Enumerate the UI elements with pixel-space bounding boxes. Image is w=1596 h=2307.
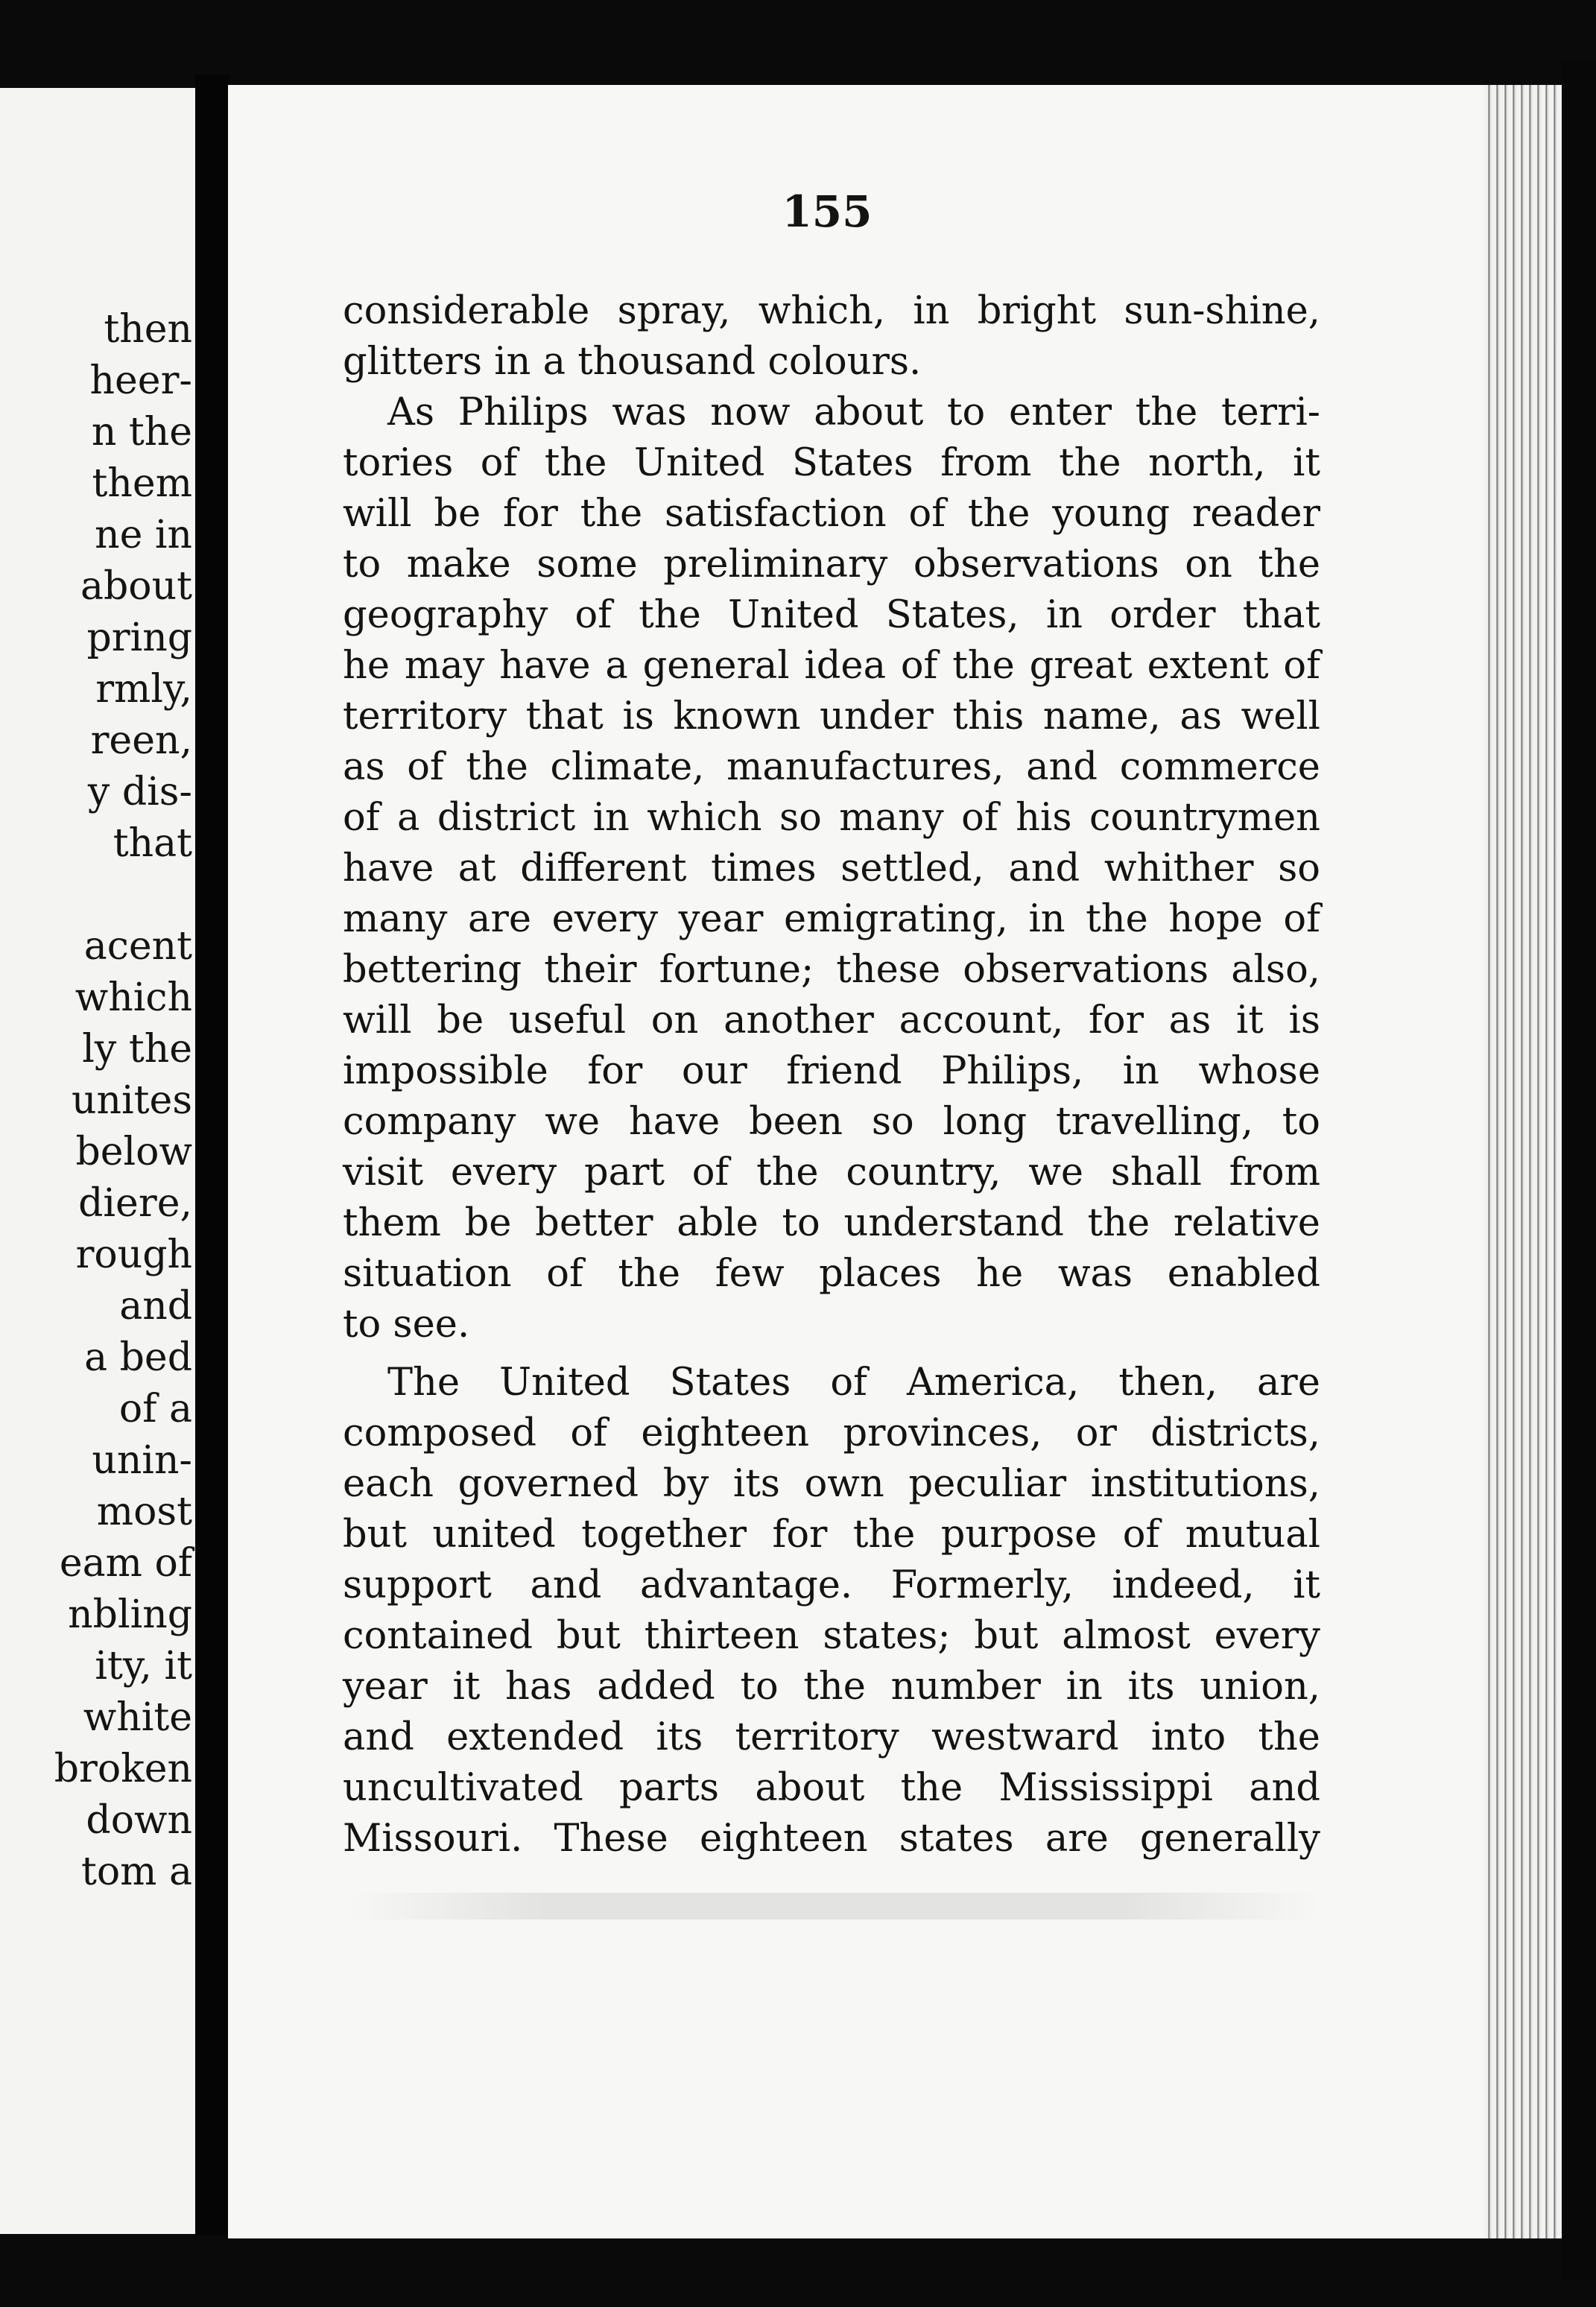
page-number: 155 [782,186,873,237]
previous-page-line: rough [75,1232,192,1277]
body-text-line: territory that is known under this name, as well [343,694,1320,738]
previous-page-line: about [80,564,192,609]
page-edges [1484,85,1562,2238]
previous-page-line: most [96,1490,192,1534]
previous-page-line: y dis- [87,770,192,814]
previous-page-line: white [83,1695,192,1740]
book-gutter [195,75,229,2235]
previous-page-line: nbling [68,1592,192,1637]
body-text-line: support and advantage. Formerly, indeed, it [343,1563,1320,1607]
previous-page-line: unin- [92,1438,192,1483]
previous-page-line: down [86,1798,192,1843]
body-text-line: contained but thirteen states; but almost every [343,1614,1320,1658]
previous-page-line: of a [118,1387,192,1431]
body-text-line: as of the climate, manufactures, and commerce [343,745,1320,789]
body-text-line: will be useful on another account, for as it is [343,999,1320,1042]
body-text-line: he may have a general idea of the great extent of [343,644,1320,688]
body-text-line: and extended its territory westward into the [343,1715,1320,1759]
previous-page-line: which [75,975,192,1020]
body-text-line: uncultivated parts about the Mississippi and [343,1766,1320,1810]
body-text-line: each governed by its own peculiar institutions, [343,1462,1320,1506]
previous-page-line: diere, [78,1181,192,1226]
body-text-line: geography of the United States, in order that [343,593,1320,637]
previous-page-line: eam of [59,1541,192,1586]
body-text-line: to make some preliminary observations on the [343,542,1320,586]
body-text-line: As Philips was now about to enter the terri- [387,390,1320,434]
previous-page-line: then [104,307,192,352]
body-text-line: them be better able to understand the relative [343,1201,1320,1245]
body-text-line: company we have been so long travelling, to [343,1100,1320,1144]
body-text-line: of a district in which so many of his countrymen [343,796,1320,840]
previous-page-line: below [75,1130,192,1174]
body-text-line: tories of the United States from the north, it [343,441,1320,485]
previous-page-line: unites [72,1078,192,1123]
body-text-line: glitters in a thousand colours. [343,340,922,384]
body-text-line: to see. [343,1303,470,1346]
previous-page-line: heer- [89,358,192,403]
previous-page-line: and [119,1284,192,1329]
body-text-line: visit every part of the country, we shall from [343,1151,1320,1194]
previous-page-line: tom a [80,1849,192,1894]
scan-border [1562,60,1596,2280]
body-text-line: have at different times settled, and whither so [343,846,1320,890]
body-text-line: but united together for the purpose of mutual [343,1513,1320,1557]
previous-page-line: rmly, [95,667,192,712]
body-text-line: many are every year emigrating, in the hope of [343,897,1320,941]
body-text-line: Missouri. These eighteen states are generally [343,1817,1320,1861]
previous-page-line: them [92,461,192,506]
previous-page-line: ity, it [95,1644,192,1689]
previous-page-line: pring [86,615,192,660]
body-text-line: year it has added to the number in its union, [343,1665,1320,1709]
previous-page-line: reen, [90,718,192,763]
show-through-ink [350,1893,1319,1920]
body-text-line: considerable spray, which, in bright sun-shine, [343,289,1320,333]
previous-page-line: a bed [84,1335,192,1380]
previous-page-line: n the [91,410,192,455]
body-text-line: bettering their fortune; these observations also, [343,948,1320,992]
previous-page-line: broken [54,1747,192,1791]
body-text-line: composed of eighteen provinces, or districts, [343,1411,1320,1455]
body-text-line: impossible for our friend Philips, in whose [343,1049,1320,1093]
previous-page-line: ly the [82,1027,192,1072]
body-text-line: will be for the satisfaction of the young reader [343,492,1320,536]
previous-page-line: ne in [95,513,192,557]
previous-page [0,88,201,2234]
body-text-line: situation of the few places he was enabled [343,1252,1320,1296]
previous-page-line: acent [83,924,192,969]
body-text-line: The United States of America, then, are [387,1361,1320,1405]
previous-page-line: that [113,821,192,866]
